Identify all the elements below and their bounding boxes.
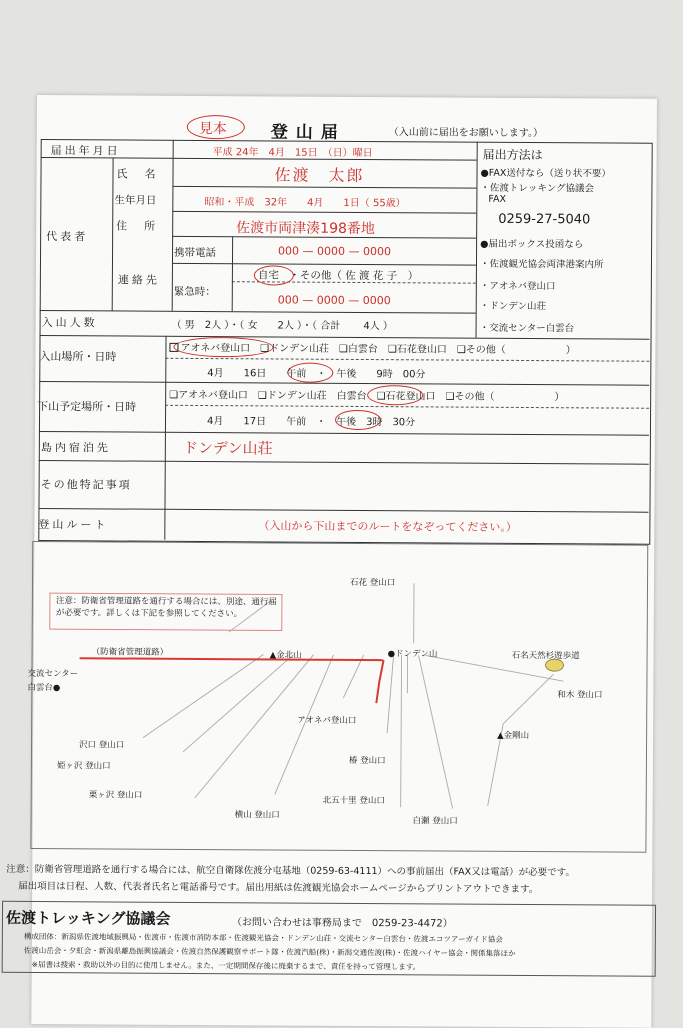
place-aoneba: アオネバ登山口 [297,714,356,726]
place-yokoyama: 横山 登山口 [235,808,280,820]
exit-time[interactable]: 4月 17日 午前 ・ 午後 3時 30分 [207,412,415,428]
emergency-label: 緊急時： [174,284,216,299]
fax-note: ●FAX送付なら（送り状不要） [480,165,610,180]
fax-label: FAX [488,194,506,205]
sample-stamp: 見本 [199,118,227,138]
place-ishige: 石花 登山口 [350,576,395,588]
form-sheet [31,95,657,1028]
box-item: ・ドンデン山荘 [480,298,546,312]
mobile-label: 携帯電話 [174,245,216,260]
entry-label: 入山場所・日時 [39,348,116,364]
entry-time[interactable]: 4月 16日 午前 ・ 午後 9時 00分 [207,364,425,380]
entry-places[interactable] [169,339,575,356]
name-value[interactable]: 佐渡 太郎 [274,162,364,186]
place-kurigasawa: 栗ヶ沢 登山口 [89,788,143,800]
checkbox-icon[interactable] [169,343,178,352]
date-value[interactable]: 平成 24年 4月 15日 （日）曜日 [213,143,373,159]
place-hakuundai: 白雲台● [27,681,60,693]
exit-places[interactable]: ❏アオネバ登山口 ❏ドンデン山荘 白雲台 ❏石花登山口 ❏その他（ ） [169,386,564,403]
fax-org: ・佐渡トレッキング協議会 [480,180,594,195]
name-label: 氏 名 [116,165,158,181]
birth-label: 生年月日 [114,192,156,207]
people-value[interactable]: （ 男 2人 ）・（ 女 2人 ）・（ 合計 4人 ） [172,316,393,332]
emergency-value[interactable]: 自宅 ・その他（ 佐 渡 花 子 ） [258,267,418,283]
entry-places-text: アオネバ登山口 ❏ドンデン山荘 ❏白雲台 ❏石花登山口 ❏その他（ ） [180,343,575,356]
box-note: ●届出ボックス投函なら [480,236,583,251]
org-name: 佐渡トレッキング協議会 [6,907,171,929]
page-title: 登山届 [271,117,346,142]
submit-heading: 届出方法は [483,146,543,163]
place-kinpoku: ▲金北山 [270,648,302,660]
place-shirase: 白瀬 登山口 [413,814,458,826]
place-donden: ●ドンデン山 [388,647,438,659]
place-shiraki: 和木 登山口 [557,688,602,700]
box-item: ・佐渡観光協会両津港案内所 [480,256,604,271]
emergency-phone[interactable]: 000 — 0000 — 0000 [278,293,391,307]
place-tsubaki: 椿 登山口 [349,754,386,766]
privacy-note: ※届書は捜索・救助以外の目的に使用しません。また、一定期間保存後に廃棄するまで、責任を持って管理します。 [32,959,421,972]
contact-label: 連絡先 [118,271,160,287]
place-kitagojuri: 北五十里 登山口 [323,794,385,806]
people-label: 入山人数 [42,314,98,330]
rep-label: 代表者 [46,228,88,244]
fax-number: 0259-27-5040 [498,212,590,228]
box-item: ・交流センター白雲台 [480,320,575,335]
address-label: 住 所 [116,217,158,233]
place-sugi: 石名天然杉遊歩道 [512,649,580,661]
route-label: 登山ルート [38,516,108,532]
mobile-value[interactable]: 000 — 0000 — 0000 [278,244,391,258]
exit-label: 下山予定場所・日時 [37,398,136,415]
place-kongou: ▲金剛山 [497,729,529,741]
lodge-label: 島内宿泊先 [41,439,111,455]
org-contact: （お問い合わせは事務局まで 0259-23-4472） [232,913,453,929]
caution-line-1: 注意：防衛省管理道路を通行する場合には、航空自衛隊佐渡分屯基地（0259-63-4111）への事前届出（FAX又は電話）が必要です。 [6,861,575,878]
map-notice: 注意：防衛省管理道路を通行する場合には、別途、通行届が必要です。詳しくは下記を参照してください。 [56,595,282,620]
title-note: （入山前に届出をお願いします。） [389,123,543,139]
address-value[interactable]: 佐渡市両津湊198番地 [236,217,375,238]
place-himegasawa: 姫ヶ沢 登山口 [57,759,111,771]
defense-road-label: （防衛省管理道路） [92,645,169,657]
place-kouryu: 交流センター [27,667,78,679]
date-label: 届出年月日 [51,142,121,158]
notes-label: その他特記事項 [41,476,132,493]
birth-value[interactable]: 昭和・平成 32年 4月 1日（ 55歳） [204,193,405,209]
members-line-2: 佐渡山岳会・夕虹会・新潟県離島振興協議会・佐渡自然保護観察サポート隊・佐渡汽船(株)・新潟交通佐渡(株)・佐渡ハイヤー協会・関係集落ほか [24,945,516,959]
route-value: （入山から下山までのルートをなぞってください。） [258,517,517,535]
place-sawaguchi: 沢口 登山口 [79,738,124,750]
caution-line-2: 届出項目は日程、人数、代表者氏名と電話番号です。届出用紙は佐渡観光協会ホームページからプリントアウトできます。 [18,878,538,895]
lodge-value[interactable]: ドンデン山荘 [183,437,273,459]
members-line-1: 構成団体：新潟県佐渡地域振興局・佐渡市・佐渡市消防本部・佐渡観光協会・ドンデン山荘・交流センター白雲台・佐渡エコツアーガイド協会 [24,931,503,945]
box-item: ・アオネバ登山口 [480,278,556,292]
